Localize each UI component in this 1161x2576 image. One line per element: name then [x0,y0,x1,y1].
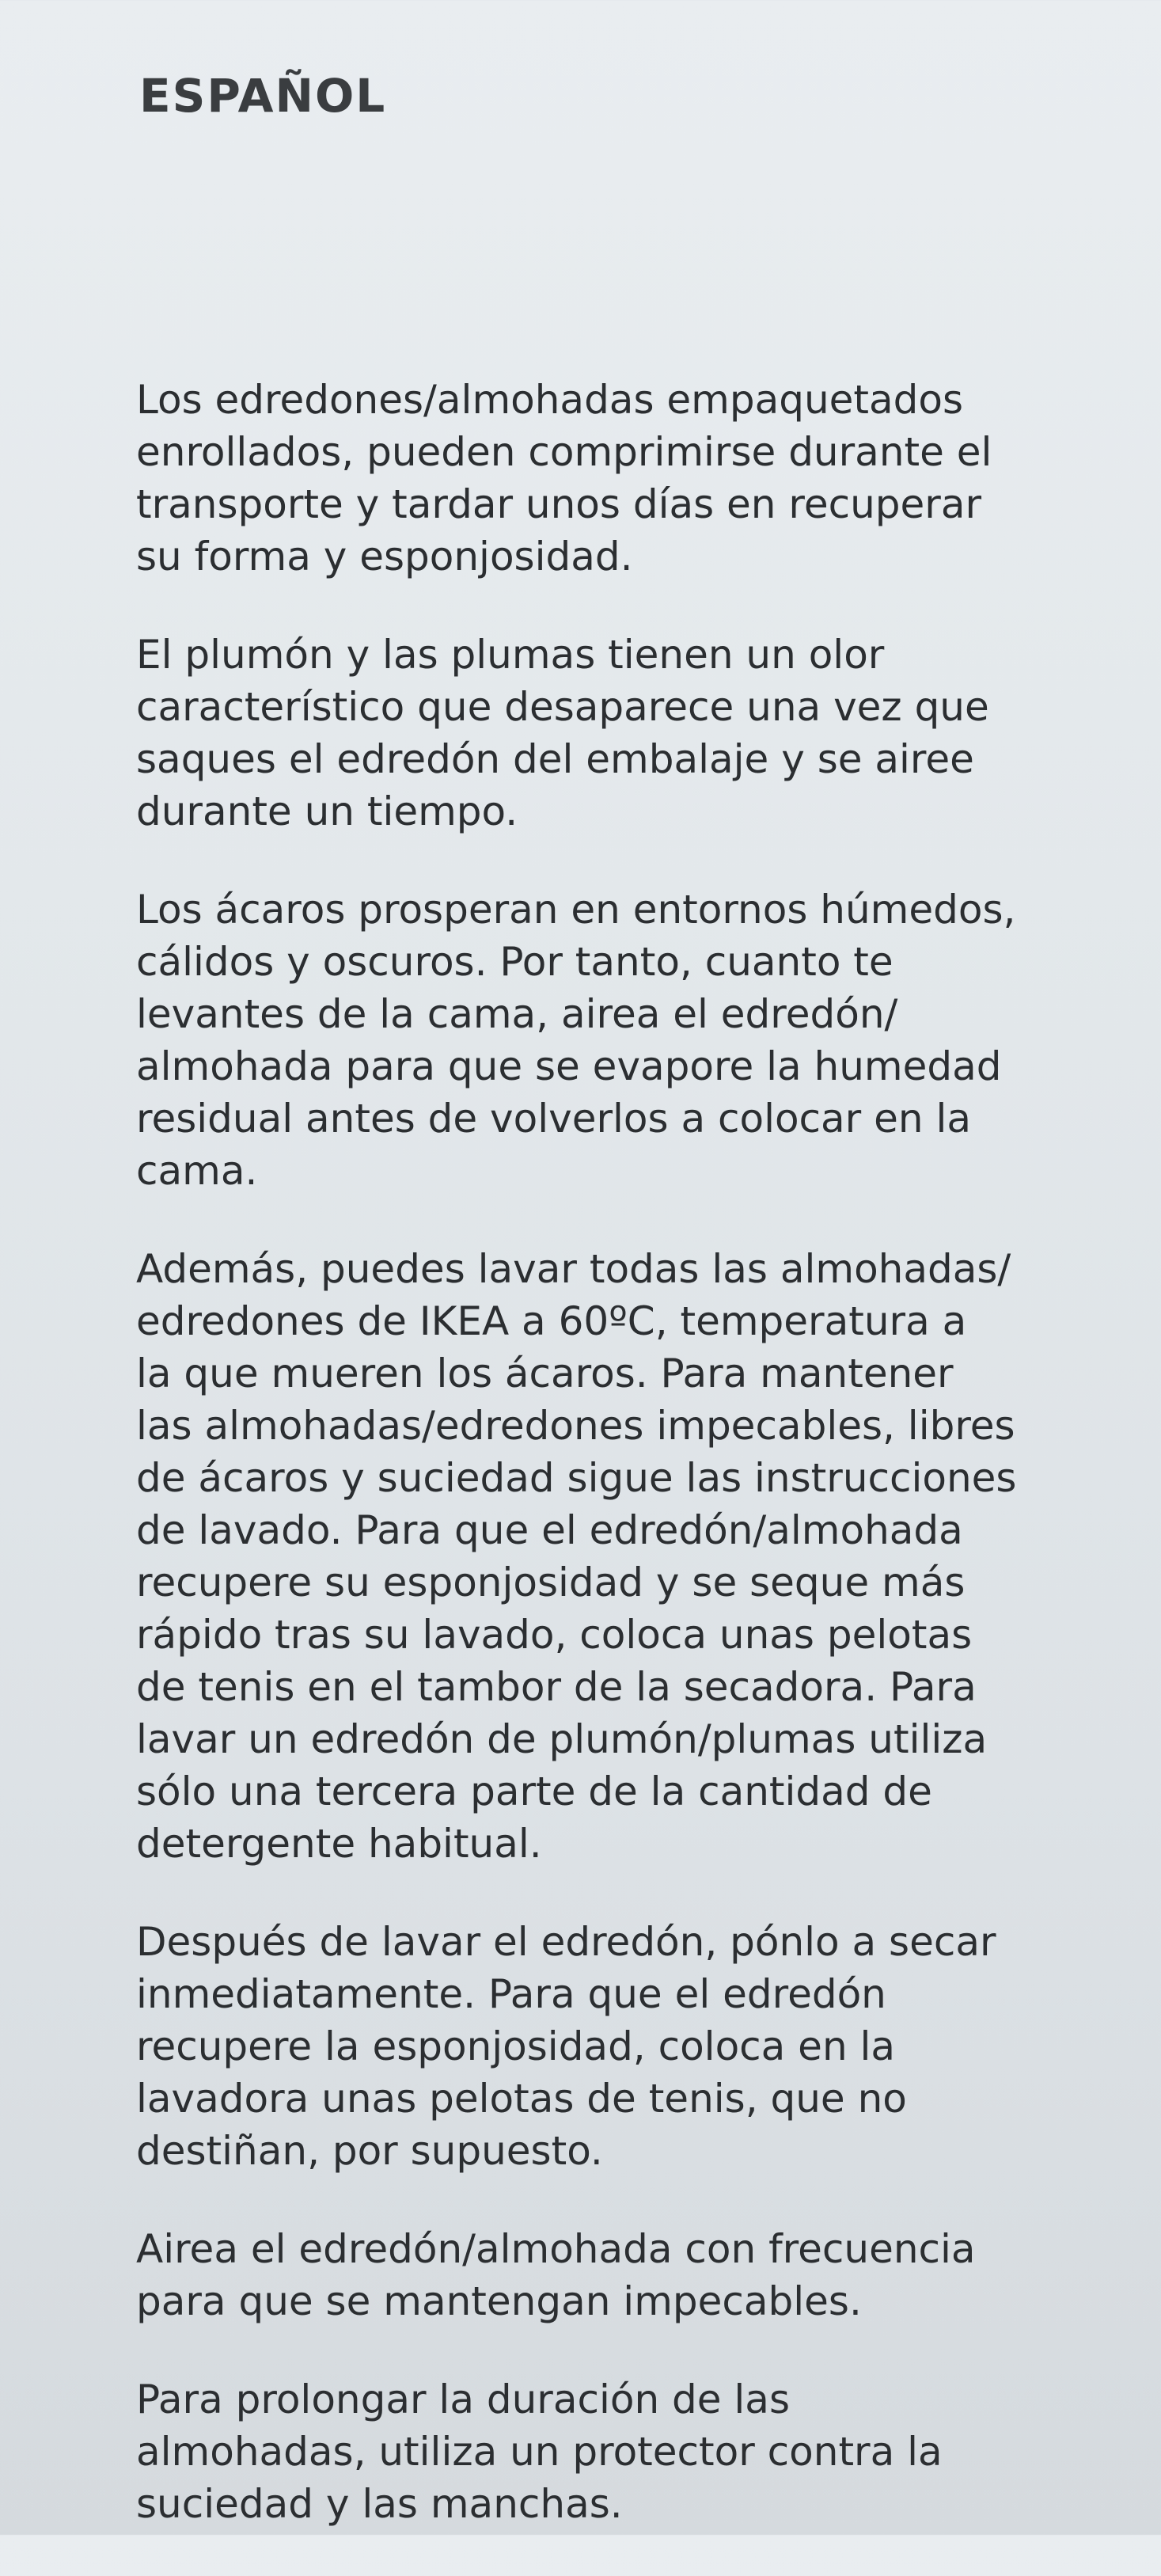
paragraph-mites: Los ácaros prosperan en entornos húmedos, cálidos y oscuros. Por tanto, cuanto te levantes de la cama, airea el edredón/ almohada para que se evapore la humedad residual antes de volverlos a colocar en la cama. [136,887,1016,1194]
paragraph-washing: Además, puedes lavar todas las almohadas/ edredones de IKEA a 60ºC, temperatura a la que mueren los ácaros. Para mantener las almohadas/edredones impecables, libres de ácaros y suciedad sigue las instrucciones de lavado. Para que el edredón/almohada recupere su esponjosidad y se seque más rápido tras su lavado, coloca unas pelotas de tenis en el tambor de la secadora. Para lavar un edredón de plumón/plumas utiliza sólo una tercera parte de la cantidad de detergente habitual. [136,1246,1017,1867]
paragraph-protector: Para prolongar la duración de las almohadas, utiliza un protector contra la suciedad y las manchas. [136,2377,943,2527]
paragraph-packaging: Los edredones/almohadas empaquetados enrollados, pueden comprimirse durante el transporte y tardar unos días en recuperar su forma y esponjosidad. [136,377,992,579]
paragraph-odor: El plumón y las plumas tienen un olor característico que desaparece una vez que saques el edredón del embalaje y se airee durante un tiempo. [136,632,989,834]
language-heading: ESPAÑOL [139,69,387,123]
document-body [136,374,1117,2576]
paragraph-airing: Airea el edredón/almohada con frecuencia para que se mantengan impecables. [136,2226,976,2324]
paragraph-drying: Después de lavar el edredón, pónlo a secar inmediatamente. Para que el edredón recupere la esponjosidad, coloca en la lavadora unas pelotas de tenis, que no destiñan, por supuesto. [136,1919,996,2174]
